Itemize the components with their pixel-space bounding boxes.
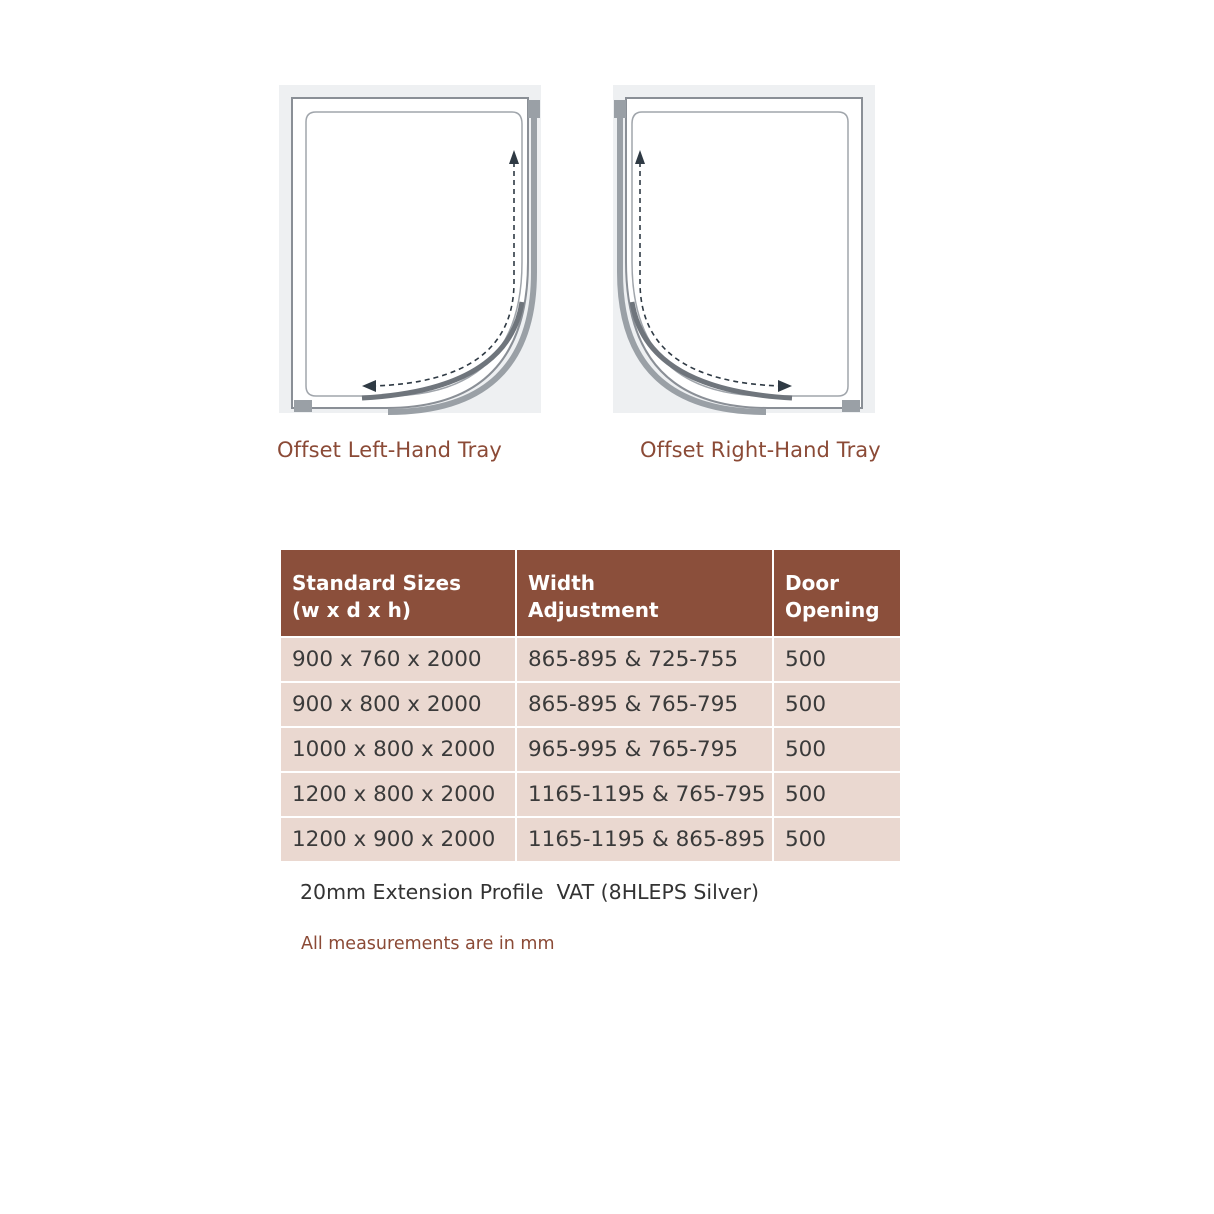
table-row (281, 772, 901, 817)
caption-right-hand-tray: Offset Right-Hand Tray (640, 438, 881, 462)
wall-profile-bottom (842, 400, 860, 412)
extension-profile-note: 20mm Extension Profile VAT (8HLEPS Silver) (300, 880, 759, 904)
table-header-row (281, 550, 901, 637)
table-row (281, 637, 901, 682)
cell-door-opening: 500 (773, 682, 901, 727)
offset-right-hand-tray-diagram (610, 82, 878, 416)
cell-width-adjustment: 1165-1195 & 865-895 (516, 817, 773, 861)
cell-size: 1200 x 900 x 2000 (281, 817, 516, 861)
cell-door-opening: 500 (773, 727, 901, 772)
wall-profile-top (528, 100, 540, 118)
cell-width-adjustment: 965-995 & 765-795 (516, 727, 773, 772)
table-row (281, 682, 901, 727)
wall-profile-top (614, 100, 626, 118)
cell-width-adjustment: 865-895 & 765-795 (516, 682, 773, 727)
wall-profile-bottom (294, 400, 312, 412)
measurements-note: All measurements are in mm (301, 934, 555, 954)
offset-left-hand-tray-diagram (276, 82, 544, 416)
header-line: Adjustment (528, 598, 659, 622)
header-door-opening (773, 550, 901, 637)
header-line: Standard Sizes (292, 571, 462, 595)
header-line: Opening (785, 598, 880, 622)
cell-door-opening: 500 (773, 772, 901, 817)
sizes-table (281, 550, 902, 861)
tray-outline (292, 98, 528, 408)
cell-width-adjustment: 865-895 & 725-755 (516, 637, 773, 682)
header-standard-sizes (281, 550, 516, 637)
tray-outline (626, 98, 862, 408)
cell-width-adjustment: 1165-1195 & 765-795 (516, 772, 773, 817)
header-line: Width (528, 571, 596, 595)
header-line: (w x d x h) (292, 598, 411, 622)
table-row (281, 817, 901, 861)
caption-left-hand-tray: Offset Left-Hand Tray (277, 438, 502, 462)
cell-size: 1200 x 800 x 2000 (281, 772, 516, 817)
cell-door-opening: 500 (773, 817, 901, 861)
cell-door-opening: 500 (773, 637, 901, 682)
cell-size: 1000 x 800 x 2000 (281, 727, 516, 772)
table-row (281, 727, 901, 772)
cell-size: 900 x 760 x 2000 (281, 637, 516, 682)
header-width-adjustment (516, 550, 773, 637)
header-line: Door (785, 571, 839, 595)
cell-size: 900 x 800 x 2000 (281, 682, 516, 727)
